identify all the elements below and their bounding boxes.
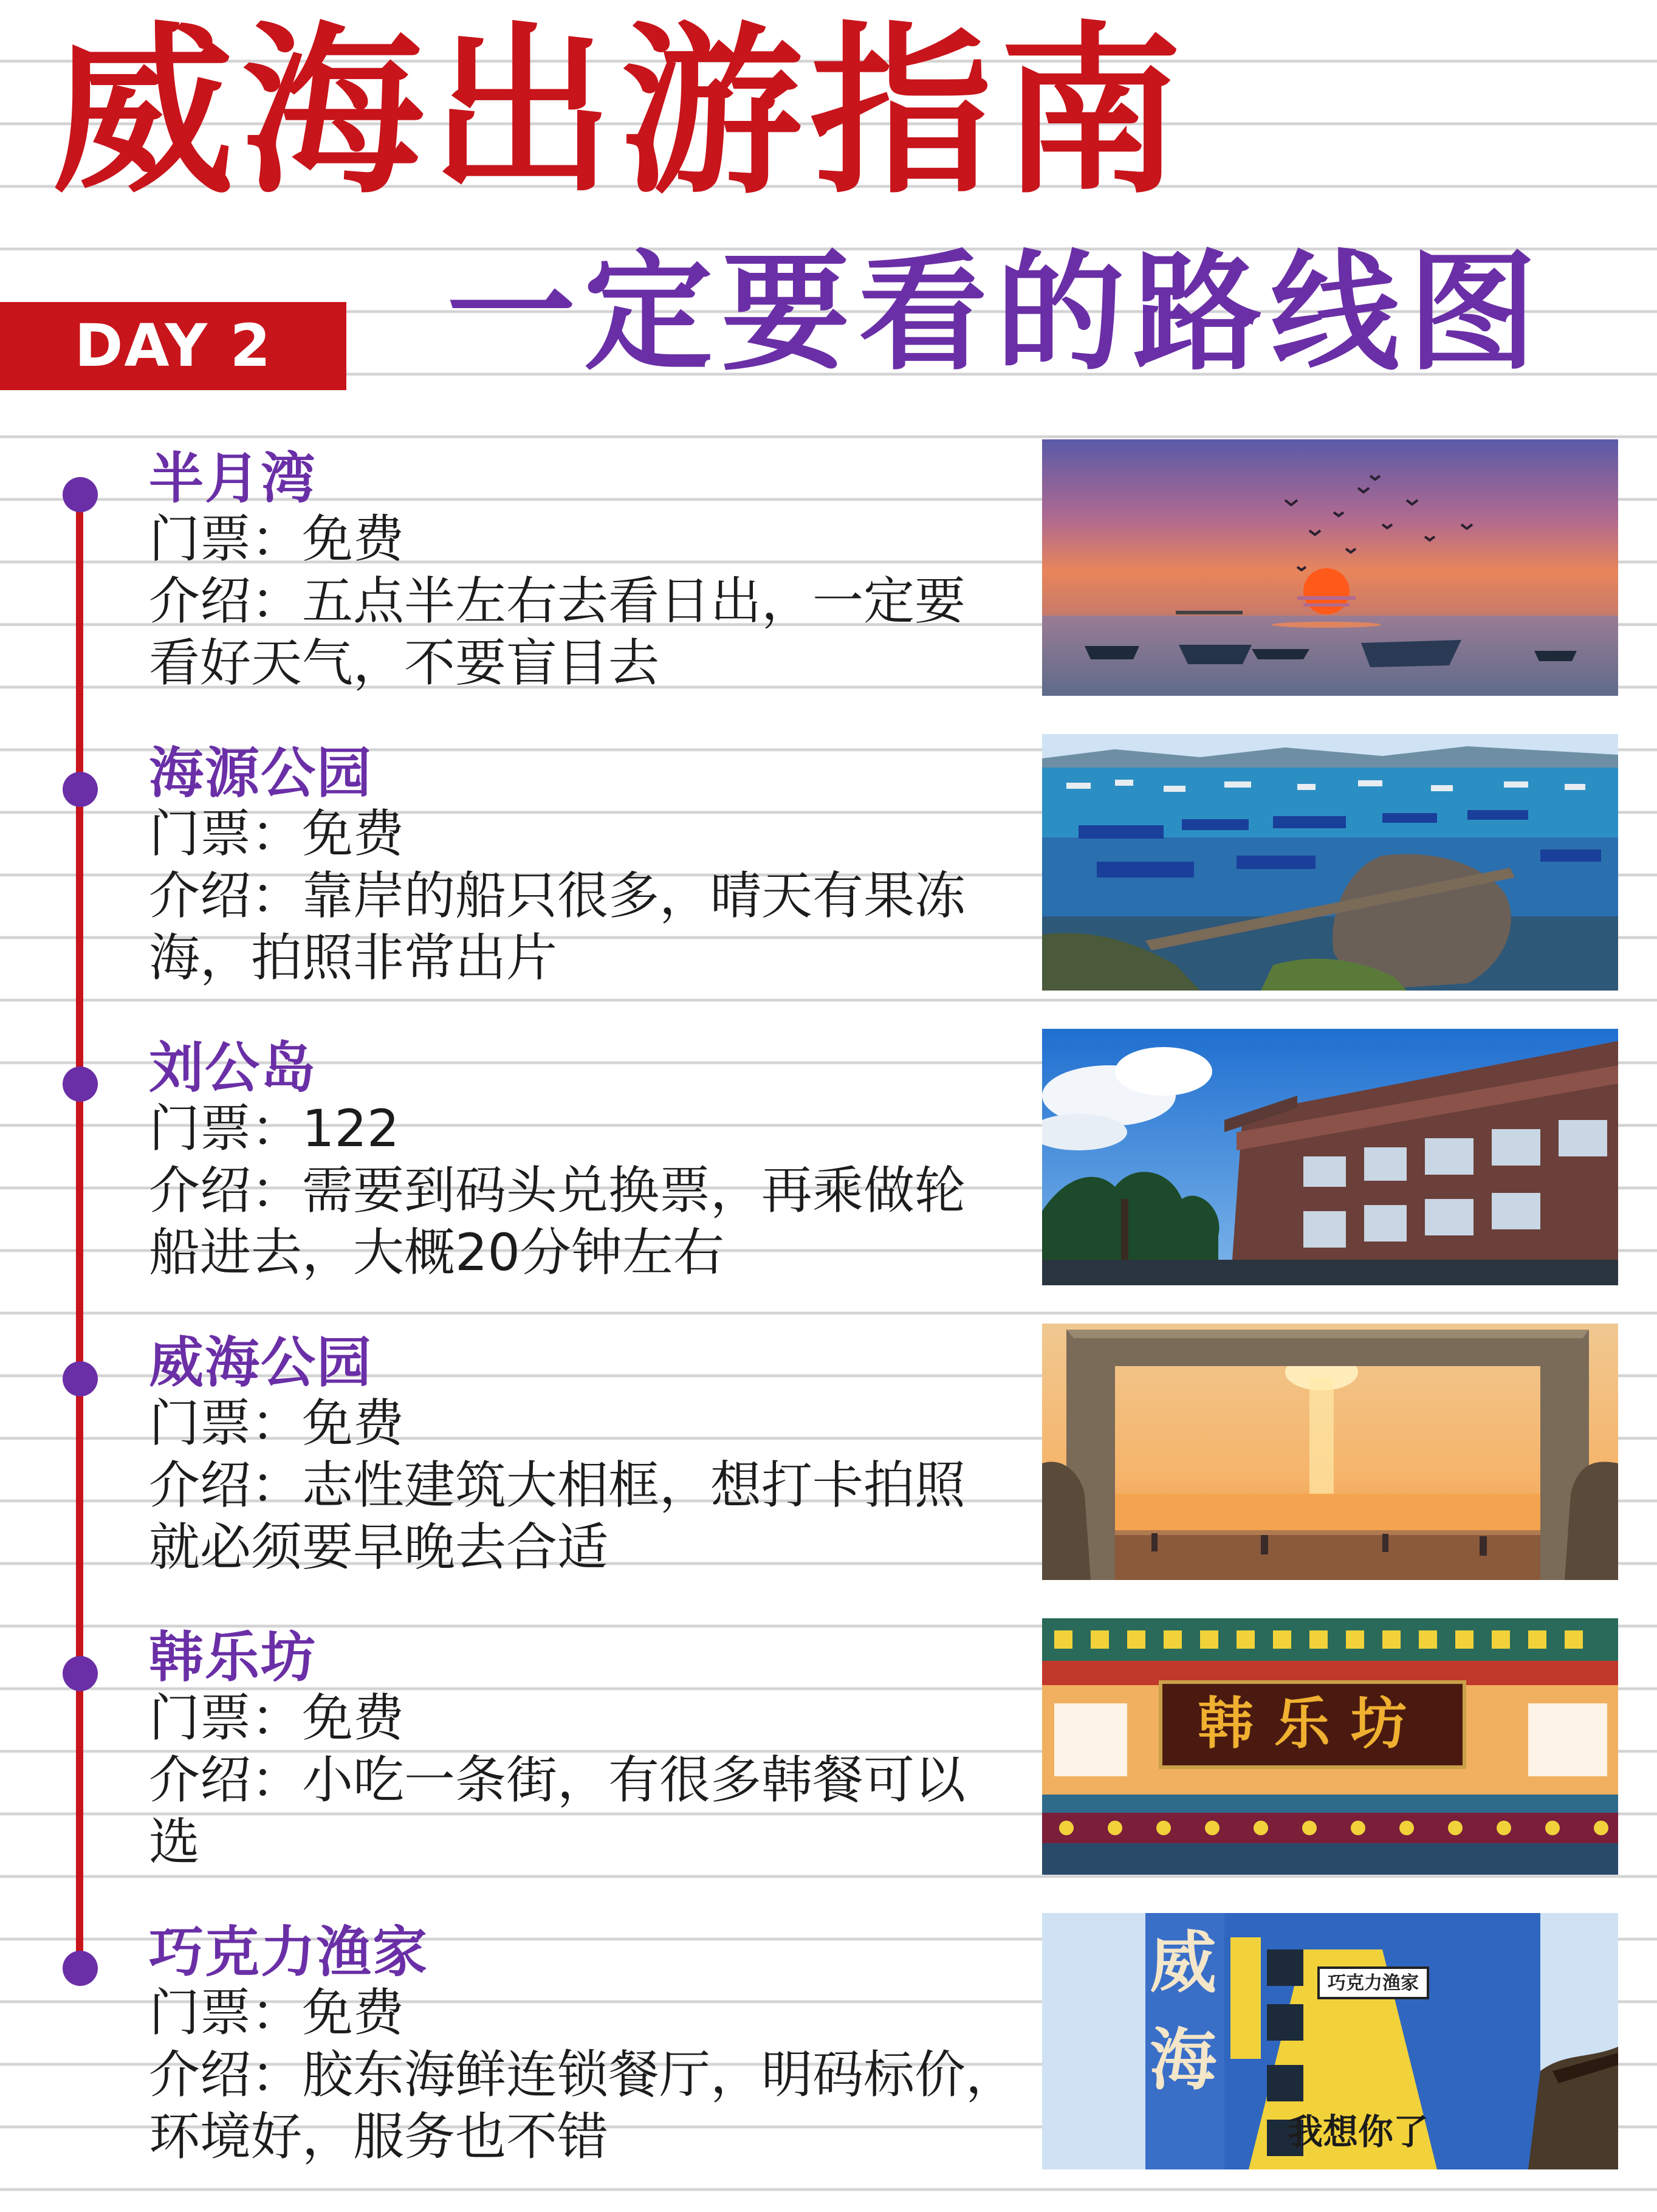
timeline-dot <box>63 1951 98 1986</box>
mural-sign-text: 巧克力渔家 <box>1328 1973 1419 1994</box>
timeline-dot <box>63 772 98 807</box>
timeline-dot <box>63 1066 98 1102</box>
timeline-dot <box>63 1361 98 1396</box>
stop-desc-line: 选 <box>149 1812 201 1872</box>
stop-photo-pier-building <box>1042 1029 1618 1285</box>
stop-desc-line: 介绍：需要到码头兑换票，再乘做轮 <box>149 1161 966 1220</box>
stop-ticket: 门票：免费 <box>149 1393 405 1453</box>
stop-desc-line: 海，拍照非常出片 <box>149 928 558 987</box>
stop-desc-line: 看好天气，不要盲目去 <box>149 633 660 693</box>
stop-desc-line: 介绍：五点半左右去看日出，一定要 <box>149 571 966 631</box>
stop-card <box>0 1036 1657 1328</box>
page-subtitle: 一定要看的路线图 <box>447 238 1545 388</box>
stop-card <box>0 1920 1657 2212</box>
timeline-dot <box>63 477 98 512</box>
stop-photo-giant-frame <box>1042 1324 1618 1580</box>
stop-desc-line: 介绍：胶东海鲜连锁餐厅，明码标价， <box>149 2045 1017 2104</box>
stop-name: 威海公园 <box>149 1331 372 1395</box>
stop-ticket: 门票：免费 <box>149 509 405 569</box>
stop-card <box>0 1331 1657 1623</box>
stop-photo-mural-wall <box>1042 1913 1618 2169</box>
day-badge: DAY 2 <box>0 302 346 390</box>
stop-desc-line: 介绍：靠岸的船只很多，晴天有果冻 <box>149 866 966 926</box>
stop-desc-line: 船进去，大概20分钟左右 <box>149 1223 724 1282</box>
stop-desc-line: 介绍：志性建筑大相框，想打卡拍照 <box>149 1455 966 1515</box>
stop-card <box>0 1626 1657 1917</box>
stop-name: 巧克力渔家 <box>149 1920 428 1984</box>
stop-ticket: 门票：122 <box>149 1099 400 1158</box>
timeline-dot <box>63 1656 98 1691</box>
mural-big-char: 威 <box>1150 1923 1216 2002</box>
stop-name: 海源公园 <box>149 741 372 805</box>
stop-photo-harbor <box>1042 734 1618 991</box>
mural-big-char: 海 <box>1150 2021 1216 2099</box>
stop-desc-line: 就必须要早晚去合适 <box>149 1517 609 1577</box>
stop-ticket: 门票：免费 <box>149 1983 405 2042</box>
stop-name: 半月湾 <box>149 447 317 510</box>
page-title: 威海出游指南 <box>52 6 1189 218</box>
stop-card <box>0 447 1657 738</box>
stop-card <box>0 741 1657 1033</box>
mural-slogan-text: 我想你了 <box>1287 2111 1429 2152</box>
stop-photo-hanlefang-gate <box>1042 1618 1618 1875</box>
stop-desc-line: 环境好，服务也不错 <box>149 2107 609 2166</box>
stop-photo-sunrise <box>1042 439 1618 696</box>
stop-ticket: 门票：免费 <box>149 804 405 864</box>
stop-name: 刘公岛 <box>149 1036 317 1100</box>
stop-ticket: 门票：免费 <box>149 1688 405 1748</box>
stop-desc-line: 介绍：小吃一条街，有很多韩餐可以 <box>149 1750 966 1810</box>
hanlefang-sign-text: 韩乐坊 <box>1197 1691 1428 1756</box>
stop-name: 韩乐坊 <box>149 1626 317 1689</box>
